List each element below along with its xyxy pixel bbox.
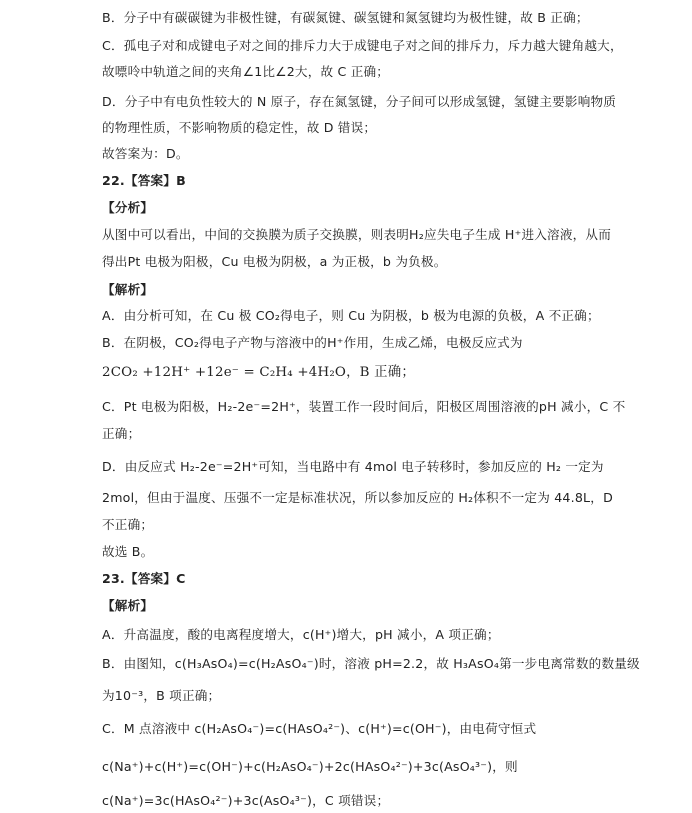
text-line: 故答案为：D。 bbox=[102, 146, 189, 161]
text-line: B．分子中有碳碳键为非极性键，有碳氮键、碳氢键和氮氢键均为极性键，故 B 正确； bbox=[102, 10, 589, 25]
text-line: 不正确； bbox=[102, 517, 154, 532]
text-line: 正确； bbox=[102, 426, 141, 441]
section-heading-analysis: 【分析】 bbox=[102, 200, 154, 215]
question-23-answer: 23.【答案】C bbox=[102, 571, 186, 586]
text-line: A．升高温度，酸的电离程度增大，c(H⁺)增大，pH 减小，A 项正确； bbox=[102, 627, 500, 642]
equation-line: c(Na⁺)+c(H⁺)=c(OH⁻)+c(H₂AsO₄⁻)+2c(HAsO₄²⁻)+3c(AsO₄³⁻)，则 bbox=[102, 759, 518, 774]
section-heading-solution: 【解析】 bbox=[102, 598, 154, 613]
section-heading-solution: 【解析】 bbox=[102, 282, 154, 297]
text-line: B．在阴极，CO₂得电子产物与溶液中的H⁺作用，生成乙烯，电极反应式为 bbox=[102, 335, 523, 350]
text-line: C．M 点溶液中 c(H₂AsO₄⁻)=c(HAsO₄²⁻)、c(H⁺)=c(OH⁻)，由电荷守恒式 bbox=[102, 721, 537, 736]
text-line: 故嘌呤中轨道之间的夹角∠1比∠2大，故 C 正确； bbox=[102, 64, 390, 79]
text-line: D．分子中有电负性较大的 N 原子，存在氮氢键，分子间可以形成氢键，氢键主要影响物质 bbox=[102, 94, 617, 109]
text-line: 从图中可以看出，中间的交换膜为质子交换膜，则表明H₂应失电子生成 H⁺进入溶液，从而 bbox=[102, 227, 612, 242]
equation-line: 2CO₂ +12H⁺ +12e⁻ = C₂H₄ +4H₂O，B 正确； bbox=[102, 365, 415, 380]
text-line: 2mol，但由于温度、压强不一定是标准状况，所以参加反应的 H₂体积不一定为 44.8L，D bbox=[102, 490, 613, 505]
text-line: 故选 B。 bbox=[102, 544, 154, 559]
text-line: 为10⁻³，B 项正确； bbox=[102, 688, 221, 703]
text-line: 得出Pt 电极为阳极，Cu 电极为阴极，a 为正极，b 为负极。 bbox=[102, 254, 447, 269]
question-22-answer: 22.【答案】B bbox=[102, 173, 186, 188]
equation-line: c(Na⁺)=3c(HAsO₄²⁻)+3c(AsO₄³⁻)，C 项错误； bbox=[102, 793, 390, 808]
text-line: 的物理性质，不影响物质的稳定性，故 D 错误； bbox=[102, 120, 377, 135]
text-line: A．由分析可知，在 Cu 极 CO₂得电子，则 Cu 为阴极，b 极为电源的负极，A 不正确； bbox=[102, 308, 600, 323]
text-line: B．由图知，c(H₃AsO₄)=c(H₂AsO₄⁻)时，溶液 pH=2.2，故 H₃AsO₄第一步电离常数的数量级 bbox=[102, 656, 640, 671]
text-line: D．由反应式 H₂-2e⁻=2H⁺可知，当电路中有 4mol 电子转移时，参加反应的 H₂ 一定为 bbox=[102, 459, 604, 474]
text-line: C．孤电子对和成键电子对之间的排斥力大于成键电子对之间的排斥力，斥力越大键角越大， bbox=[102, 38, 623, 53]
text-line: C．Pt 电极为阳极，H₂-2e⁻=2H⁺，装置工作一段时间后，阳极区周围溶液的pH 减小，C 不 bbox=[102, 399, 626, 414]
